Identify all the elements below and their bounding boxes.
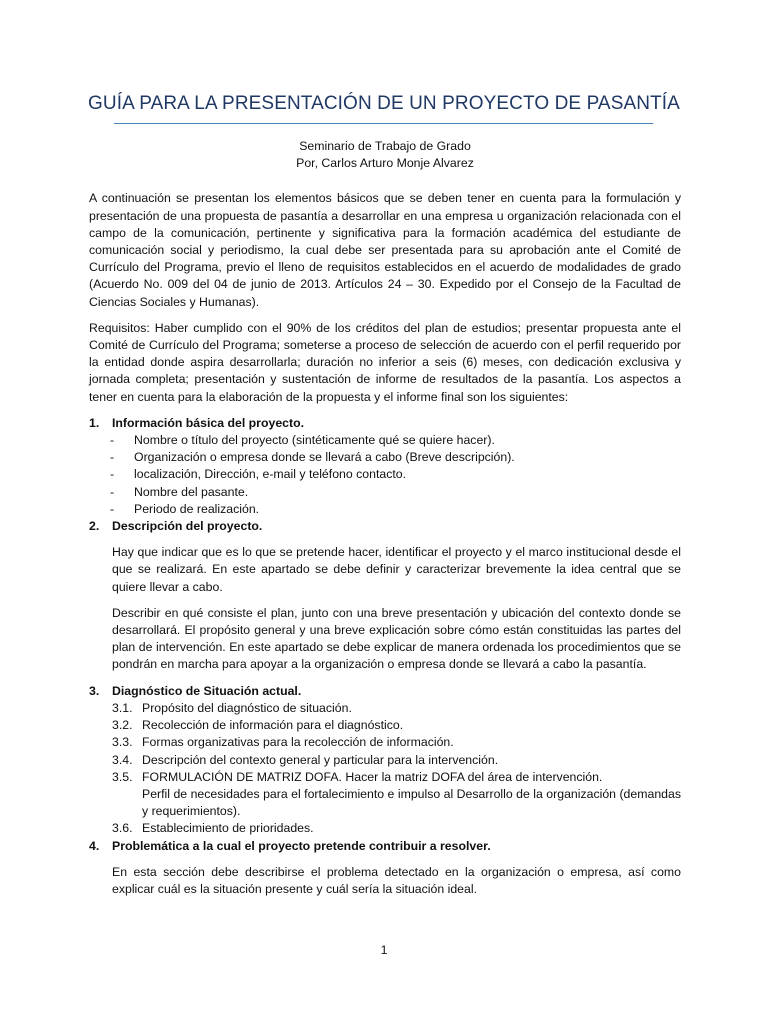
section-title: Problemática a la cual el proyecto pretende contribuir a resolver. <box>112 838 491 853</box>
section-number: 4. <box>89 838 100 853</box>
item-number: 3.1. <box>112 700 133 715</box>
list-item-text: Descripción del contexto general y particular para la intervención. <box>142 752 499 767</box>
item-number: 3.2. <box>112 718 133 733</box>
list-item-text: FORMULACIÓN DE MATRIZ DOFA. Hacer la matriz DOFA del área de intervención. <box>142 769 603 784</box>
section-2-heading <box>89 518 681 535</box>
section-title: Descripción del proyecto. <box>112 519 263 534</box>
list-item <box>112 820 681 837</box>
list-item <box>110 466 681 483</box>
section-1-list <box>110 432 681 518</box>
list-item-text: Nombre del pasante. <box>134 484 249 499</box>
item-number: 3.5. <box>112 769 133 784</box>
list-item-text: Organización o empresa donde se llevará a cabo (Breve descripción). <box>134 450 515 465</box>
list-item <box>110 432 681 449</box>
list-item-text: Periodo de realización. <box>134 501 260 516</box>
list-item-text: Propósito del diagnóstico de situación. <box>142 700 352 715</box>
dash-bullet: - <box>110 433 115 448</box>
section-3-list <box>112 700 681 838</box>
list-item <box>112 700 681 717</box>
section-number: 1. <box>89 415 100 430</box>
dash-bullet: - <box>110 450 115 465</box>
title-divider <box>114 123 653 124</box>
intro-paragraph: A continuación se presentan los elementos básicos que se deben tener en cuenta para la formulación y presentación de una propuesta de pasantía a desarrollar en una empresa u organización relacionada con el campo de la comunicación, pertinente y significativa para la formación académica del estudiante de comunicación social y periodismo, la cual debe ser presentada para su aprobación ante el Comité de Currículo del Programa, previo el lleno de requisitos establecidos en el acuerdo de modalidades de grado (Acuerdo No. 009 del 04 de junio de 2013. Artículos 24 – 30. Expedido por el Consejo de la Facultad de Ciencias Sociales y Humanas). <box>89 191 681 309</box>
list-item <box>110 501 681 518</box>
item-number: 3.4. <box>112 752 133 767</box>
document-title: GUÍA PARA LA PRESENTACIÓN DE UN PROYECTO DE PASANTÍA <box>88 93 680 114</box>
page-number: 1 <box>380 943 388 957</box>
section-2-paragraph-2: Describir en qué consiste el plan, junto con una breve presentación y ubicación del contexto donde se desarrollará. El propósito general y una breve explicación sobre cómo están constituidas las partes del plan de intervención. En este apartado se debe explicar de manera ordenada los procedimientos que se pondrán en marcha para apoyar a la organización o empresa donde se llevará a cabo la pasantía. <box>112 605 681 672</box>
section-1-heading <box>89 415 681 432</box>
list-item-text: Nombre o título del proyecto (sintéticamente qué se quiere hacer). <box>134 433 495 448</box>
subtitle-line-1: Seminario de Trabajo de Grado <box>299 139 471 153</box>
list-item <box>112 769 681 786</box>
requirements-paragraph: Requisitos: Haber cumplido con el 90% de los créditos del plan de estudios; presentar propuesta ante el Comité de Currículo del Programa; someterse a proceso de selección de acuerdo con el perfil requerido por la entidad donde aspira desarrollarla; duración no inferior a seis (6) meses, con dedicación exclusiva y jornada completa; presentación y sustentación de informe de resultados de la pasantía. Los aspectos a tener en cuenta para la elaboración de la propuesta y el informe final son los siguientes: <box>89 320 681 404</box>
list-item-text: Recolección de información para el diagnóstico. <box>142 718 404 733</box>
dash-bullet: - <box>110 501 115 516</box>
section-3-heading <box>89 683 681 700</box>
item-number: 3.3. <box>112 735 133 750</box>
dash-bullet: - <box>110 484 115 499</box>
list-item-text: Establecimiento de prioridades. <box>142 821 314 836</box>
section-2-paragraph-1: Hay que indicar que es lo que se pretende hacer, identificar el proyecto y el marco institucional desde el que se realizará. En este apartado se debe definir y caracterizar brevemente la idea central que se quiere llevar a cabo. <box>112 545 681 594</box>
list-item <box>110 449 681 466</box>
section-number: 2. <box>89 519 100 534</box>
document-body <box>89 138 681 898</box>
list-item <box>110 484 681 501</box>
section-title: Información básica del proyecto. <box>112 415 305 430</box>
section-4-heading <box>89 838 681 855</box>
dash-bullet: - <box>110 467 115 482</box>
list-item-continuation: Perfil de necesidades para el fortalecimiento e impulso al Desarrollo de la organización (demandas y requerimientos). <box>142 786 681 819</box>
subtitle-line-2: Por, Carlos Arturo Monje Alvarez <box>296 156 474 171</box>
section-4-paragraph: En esta sección debe describirse el problema detectado en la organización o empresa, así como explicar cuál es la situación presente y cuál sería la situación ideal. <box>112 864 681 896</box>
section-number: 3. <box>89 683 100 698</box>
list-item <box>112 734 681 751</box>
list-item <box>112 717 681 734</box>
list-item-text: localización, Dirección, e-mail y teléfono contacto. <box>134 467 407 482</box>
list-item-text: Formas organizativas para la recolección de información. <box>142 735 454 750</box>
list-item <box>112 752 681 769</box>
item-number: 3.6. <box>112 821 133 836</box>
section-title: Diagnóstico de Situación actual. <box>112 683 302 698</box>
